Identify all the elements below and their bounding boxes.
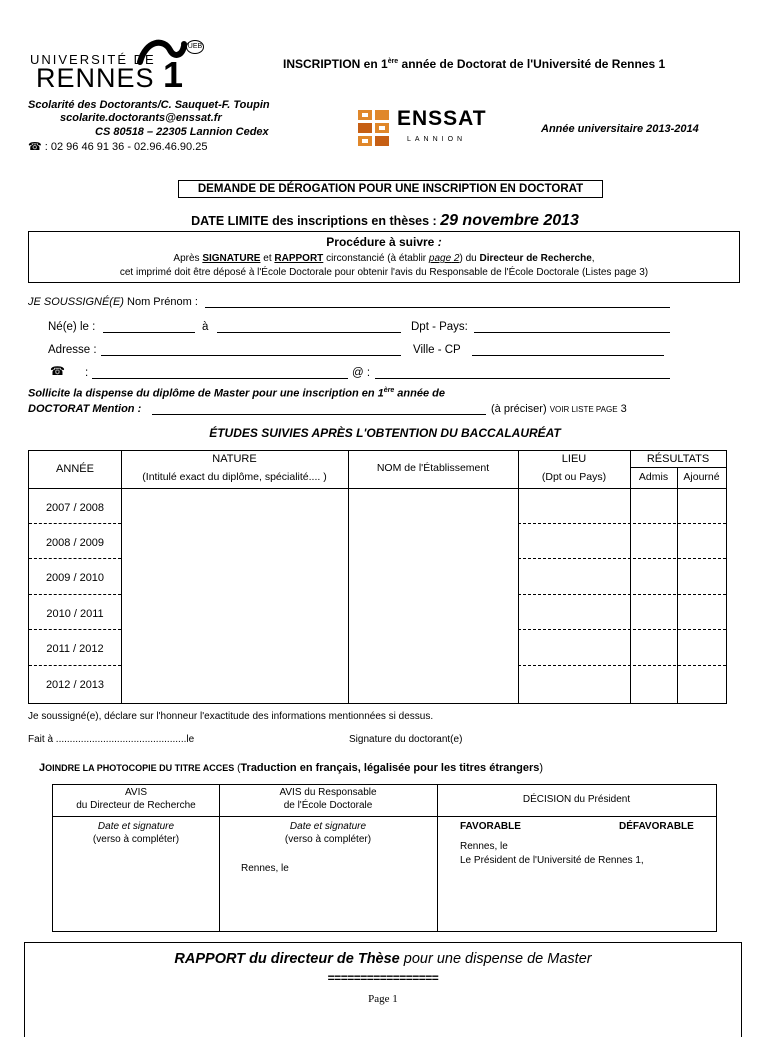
deadline: DATE LIMITE des inscriptions en thèses : 29 novembre 2013 (191, 212, 579, 229)
mention-label: DOCTORAT Mention : (28, 403, 142, 415)
signature-doctorant-label: Signature du doctorant(e) (349, 734, 463, 745)
enssat-sub: LANNION (407, 136, 467, 143)
ne-le-label: Né(e) le : (48, 321, 96, 333)
nom-prenom-field[interactable] (205, 296, 670, 308)
lieu-naissance-field[interactable] (217, 321, 401, 333)
table-row-year: 2011 / 2012 (46, 643, 104, 655)
enssat-logo (357, 109, 487, 149)
col-nature-sub: (Intitulé exact du diplôme, spécialité.... ) (142, 471, 327, 483)
col-nom: NOM de l'Établissement (376, 462, 490, 474)
logo-line2: RENNES (36, 63, 155, 93)
mention-field[interactable] (152, 403, 486, 415)
form-title: DEMANDE DE DÉROGATION POUR UNE INSCRIPTION EN DOCTORAT (197, 183, 584, 195)
defavorable-option[interactable]: DÉFAVORABLE (619, 821, 694, 832)
decision-president-title: DÉCISION du Président (522, 794, 631, 805)
contact-email: scolarite.doctorants@enssat.fr (60, 112, 222, 124)
col-ajourne: Ajourné (683, 471, 720, 483)
nature-cell[interactable] (122, 489, 348, 703)
university-logo (28, 36, 203, 95)
directeur-signature-area[interactable]: Date et signature (verso à compléter) (92, 821, 180, 845)
procedure-box (28, 231, 740, 283)
avis-ecole-title: AVIS du Responsable de l'École Doctorale (279, 787, 377, 811)
phone-colon: : (85, 367, 89, 379)
table-row-year: 2008 / 2009 (45, 537, 105, 549)
etudes-table (28, 450, 727, 704)
table-row-year: 2007 / 2008 (45, 502, 105, 514)
etudes-title: ÉTUDES SUIVIES APRÈS L'OBTENTION DU BACCALAURÉAT (209, 426, 561, 440)
identity-telephone-icon: ☎ (50, 364, 65, 378)
phone-field[interactable] (92, 367, 348, 379)
rapport-separator: ================= (327, 971, 439, 985)
page-number: Page 1 (368, 993, 398, 1005)
ecole-rennes-le: Rennes, le (241, 863, 289, 874)
etablissement-cell[interactable] (349, 489, 518, 703)
contact-address: CS 80518 – 22305 Lannion Cedex (95, 126, 269, 138)
email-field[interactable] (375, 367, 670, 379)
academic-year: Année universitaire 2013-2014 (541, 123, 699, 135)
ueb-badge: UEB (186, 40, 204, 54)
dpt-pays-label: Dpt - Pays: (411, 321, 468, 333)
ville-cp-field[interactable] (472, 344, 664, 356)
ne-le-field[interactable] (103, 321, 195, 333)
ville-cp-label: Ville - CP (413, 344, 461, 356)
table-row-year: 2010 / 2011 (46, 608, 104, 620)
mention-hint: (à préciser) VOIR LISTE PAGE 3 (491, 403, 627, 415)
table-row-year: 2012 / 2013 (45, 679, 105, 691)
deadline-date: 29 novembre 2013 (440, 212, 579, 229)
avis-directeur-title: AVIS du Directeur de Recherche (76, 787, 196, 811)
col-nature: NATURE (212, 453, 257, 465)
contact-line1: Scolarité des Doctorants/C. Sauquet-F. Toupin (28, 99, 270, 111)
procedure-title: Procédure à suivre : (326, 235, 442, 249)
joindre-text: JOINDRE LA PHOTOCOPIE DU TITRE ACCES (Traduction en français, légalisée pour les titres étrangers) (39, 762, 544, 774)
ecole-signature-area[interactable]: Date et signature (verso à compléter) (284, 821, 372, 845)
table-row-year: 2009 / 2010 (45, 572, 105, 584)
adresse-label: Adresse : (48, 344, 97, 356)
enssat-name: ENSSAT (397, 107, 487, 130)
form-title-box (178, 180, 603, 198)
page-title: INSCRIPTION en 1ère année de Doctorat de l'Université de Rennes 1 (283, 57, 666, 71)
col-lieu-sub: (Dpt ou Pays) (541, 471, 607, 483)
rapport-box (24, 942, 742, 1037)
sollicite-line1: Sollicite la dispense du diplôme de Master pour une inscription en 1ère année de (28, 387, 445, 400)
col-annee: ANNÉE (56, 463, 94, 475)
president-rennes-le: Rennes, le (460, 841, 508, 852)
telephone-icon: ☎ (28, 141, 42, 153)
logo-line1: UNIVERSITÉ DE (30, 52, 156, 67)
dpt-pays-field[interactable] (474, 321, 670, 333)
fait-a-field[interactable]: Fait à ...............................................le (28, 734, 195, 745)
email-label: @ : (352, 367, 371, 379)
nom-prenom-label: JE SOUSSIGNÉ(E) Nom Prénom : (28, 296, 198, 308)
col-resultats: RÉSULTATS (646, 453, 710, 465)
col-lieu: LIEU (561, 453, 587, 465)
rapport-title: RAPPORT du directeur de Thèse pour une dispense de Master (174, 951, 592, 967)
contact-phone: ☎ : 02 96 46 91 36 - 02.96.46.90.25 (28, 141, 208, 153)
adresse-field[interactable] (101, 344, 401, 356)
logo-number: 1 (163, 54, 184, 95)
lieu-naissance-label: à (202, 321, 209, 333)
president-signature: Le Président de l'Université de Rennes 1, (460, 855, 644, 866)
procedure-line1: Après SIGNATURE et RAPPORT circonstancié (à établir page 2) du Directeur de Recherche, (173, 253, 595, 264)
declaration-text: Je soussigné(e), déclare sur l'honneur l'exactitude des informations mentionnées si dessus. (28, 711, 434, 722)
avis-table (52, 784, 717, 932)
enssat-emblem-icon (357, 109, 391, 147)
favorable-option[interactable]: FAVORABLE (460, 821, 521, 832)
dragon-icon (136, 36, 191, 70)
col-admis: Admis (638, 471, 669, 483)
procedure-line2: cet imprimé doit être déposé à l'École Doctorale pour obtenir l'avis du Responsable de l'École Doctorale (Listes page 3) (119, 267, 649, 278)
